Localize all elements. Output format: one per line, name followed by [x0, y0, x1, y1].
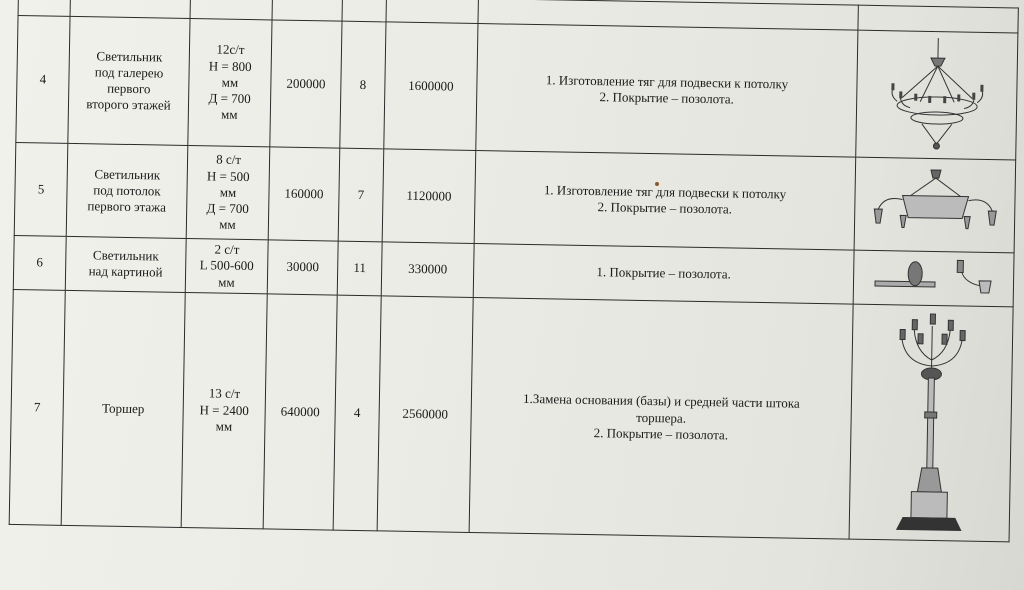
quantity: 4 — [333, 295, 381, 531]
total-price: 330000 — [381, 242, 474, 297]
item-name: Светильник под галерею первого второго этажей — [68, 16, 190, 145]
item-size: 2 с/т L 500-600 мм — [185, 238, 268, 293]
unit-price: 640000 — [263, 294, 337, 530]
item-size: 8 с/т Н = 500 мм Д = 700 мм — [186, 145, 270, 239]
quantity: 8 — [340, 21, 386, 149]
unit-price: 160000 — [268, 147, 340, 241]
estimate-table — [9, 0, 1019, 542]
total-price: 1600000 — [384, 22, 478, 151]
quantity: 7 — [338, 148, 384, 242]
row-number: 7 — [9, 289, 65, 525]
row-number: 6 — [13, 235, 66, 290]
item-name: Светильник под потолок первого этажа — [66, 143, 188, 238]
work-description: 1. Покрытие – позолота. — [473, 243, 854, 303]
table-row — [16, 16, 1018, 160]
item-size: 12с/т Н = 800 мм Д = 700 мм — [188, 19, 272, 147]
picture-lamp-icon — [853, 250, 1014, 307]
item-size: 13 с/т Н = 2400 мм — [181, 292, 267, 528]
work-description: 1. Изготовление тяг для подвески к потолку 2. Покрытие – позолота. — [474, 151, 856, 251]
item-name: Торшер — [61, 290, 185, 527]
floor-lamp-icon — [849, 304, 1013, 542]
work-description: 1. Изготовление тяг для подвески к потолку 2. Покрытие – позолота. — [476, 24, 858, 158]
table-row — [9, 289, 1013, 541]
item-name: Светильник над картиной — [65, 236, 186, 292]
unit-price: 200000 — [270, 20, 342, 148]
work-description: 1.Замена основания (базы) и средней части штока торшера. 2. Покрытие – позолота. — [469, 297, 853, 539]
unit-price: 30000 — [267, 240, 338, 295]
quantity: 11 — [337, 241, 382, 296]
table-row — [14, 142, 1015, 252]
total-price: 2560000 — [377, 296, 473, 533]
chandelier-icon — [856, 30, 1018, 160]
row-number: 4 — [16, 16, 70, 144]
row-number: 5 — [14, 142, 68, 236]
total-price: 1120000 — [382, 149, 476, 244]
ceiling-lamp-icon — [854, 157, 1016, 253]
